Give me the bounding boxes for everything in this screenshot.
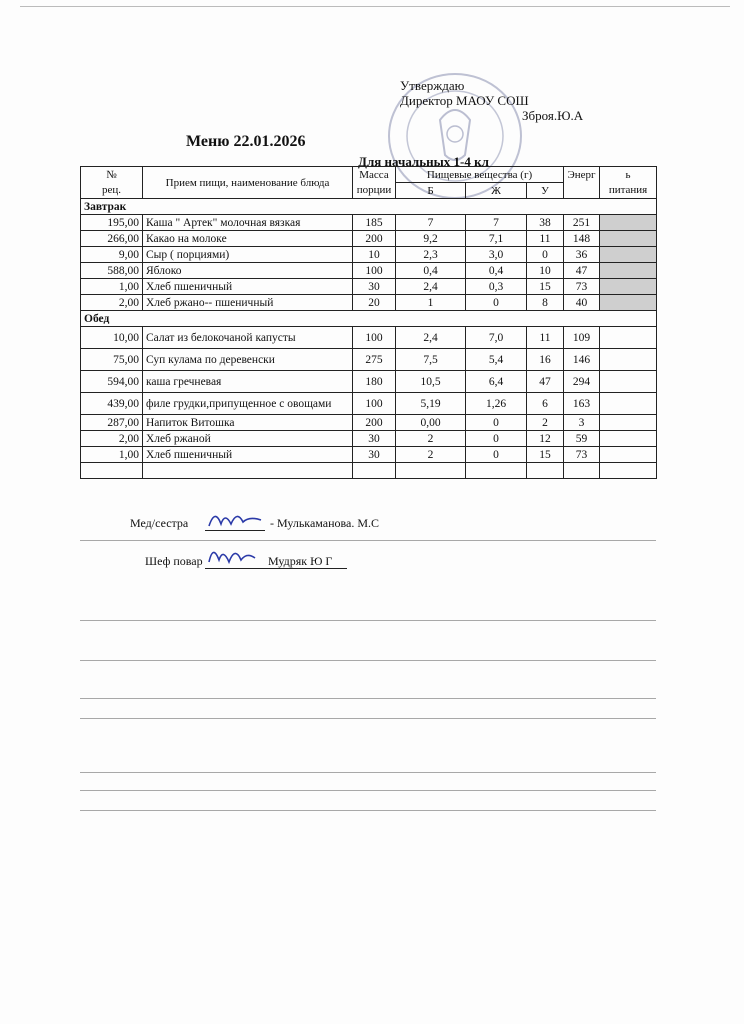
cell-shaded [600,215,657,231]
cell-empty [396,463,466,479]
cell-carbs: 11 [527,327,564,349]
cell-empty [564,463,600,479]
cell-proteins: 2 [396,431,466,447]
cell-mass: 30 [353,447,396,463]
cell-dish: Напиток Витошка [143,415,353,431]
cell-mass: 200 [353,415,396,431]
table-row [81,415,657,431]
cell-proteins: 1 [396,295,466,311]
cell-fats: 5,4 [466,349,527,371]
cell-fats: 0 [466,415,527,431]
approval-block [400,78,583,123]
cell-empty [527,463,564,479]
menu-table [80,166,657,479]
header-rec-label: рец. [81,183,143,199]
table-row [81,349,657,371]
cell-proteins: 7,5 [396,349,466,371]
cell-shaded [600,247,657,263]
cell-proteins: 5,19 [396,393,466,415]
cell-carbs: 6 [527,393,564,415]
table-row [81,295,657,311]
cell-mass: 185 [353,215,396,231]
cell-empty [600,327,657,349]
cell-mass: 200 [353,231,396,247]
cell-energy: 40 [564,295,600,311]
header-carbs: У [527,183,564,199]
cell-carbs: 15 [527,447,564,463]
cell-rec: 287,00 [81,415,143,431]
table-row [81,431,657,447]
approval-line-director: Директор МАОУ СОШ [400,93,529,108]
cell-carbs: 12 [527,431,564,447]
cell-energy: 3 [564,415,600,431]
cell-mass: 100 [353,327,396,349]
cell-rec: 75,00 [81,349,143,371]
cell-dish: Сыр ( порциями) [143,247,353,263]
header-nutrients: Пищевые вещества (г) [396,167,564,183]
cell-energy: 59 [564,431,600,447]
cell-rec: 266,00 [81,231,143,247]
header-nutrition: питания [600,183,657,199]
cell-mass: 100 [353,393,396,415]
cell-dish: каша гречневая [143,371,353,393]
cell-rec: 10,00 [81,327,143,349]
cell-energy: 251 [564,215,600,231]
section-breakfast-title: Завтрак [81,199,657,215]
cell-fats: 7,1 [466,231,527,247]
approval-line-approve: Утверждаю [400,78,465,93]
cell-proteins: 2,4 [396,279,466,295]
cell-mass: 30 [353,431,396,447]
cell-carbs: 2 [527,415,564,431]
cell-proteins: 9,2 [396,231,466,247]
cell-rec: 9,00 [81,247,143,263]
approval-line-name: Зброя.Ю.А [522,108,584,123]
cell-fats: 0 [466,431,527,447]
cell-fats: 7 [466,215,527,231]
table-row [81,371,657,393]
cell-energy: 36 [564,247,600,263]
cell-dish: филе грудки,припущенное с овощами [143,393,353,415]
header-proteins: Б [396,183,466,199]
cell-rec: 439,00 [81,393,143,415]
cell-fats: 0 [466,447,527,463]
cell-dish: Хлеб ржаной [143,431,353,447]
cell-empty [600,415,657,431]
header-mass: Масса [353,167,396,183]
cell-mass: 30 [353,279,396,295]
cell-carbs: 16 [527,349,564,371]
section-lunch-title: Обед [81,311,657,327]
cell-energy: 109 [564,327,600,349]
cell-energy: 294 [564,371,600,393]
cell-fats: 0,3 [466,279,527,295]
menu-title: Меню 22.01.2026 [186,133,306,150]
cell-energy: 146 [564,349,600,371]
cell-energy: 73 [564,447,600,463]
chef-signature [205,540,257,568]
cell-dish: Какао на молоке [143,231,353,247]
header-mass-portion: порции [353,183,396,199]
cell-proteins: 0,00 [396,415,466,431]
nurse-signature [205,506,265,532]
table-row [81,279,657,295]
cell-rec: 1,00 [81,447,143,463]
cell-mass: 20 [353,295,396,311]
header-energy: Энерг [564,167,600,183]
cell-rec: 2,00 [81,431,143,447]
cell-carbs: 47 [527,371,564,393]
cell-fats: 0 [466,295,527,311]
table-row [81,263,657,279]
cell-dish: Суп кулама по деревенски [143,349,353,371]
show-through-background [80,520,656,850]
section-lunch [81,311,657,327]
header-row-1 [81,167,657,183]
table-row-blank [81,463,657,479]
cell-rec: 2,00 [81,295,143,311]
cell-empty [600,447,657,463]
chef-label: Шеф повар [145,554,203,568]
header-fats: Ж [466,183,527,199]
cell-shaded [600,295,657,311]
nurse-label: Мед/сестра [130,516,189,530]
cell-mass: 180 [353,371,396,393]
top-border-line [20,6,730,7]
cell-proteins: 7 [396,215,466,231]
cell-mass: 100 [353,263,396,279]
header-energy-value: ь [600,167,657,183]
cell-energy: 163 [564,393,600,415]
cell-proteins: 2,3 [396,247,466,263]
cell-carbs: 11 [527,231,564,247]
cell-rec: 195,00 [81,215,143,231]
cell-fats: 3,0 [466,247,527,263]
cell-energy: 73 [564,279,600,295]
cell-empty [143,463,353,479]
table-row [81,215,657,231]
nurse-name: - Мулькаманова. М.С [270,516,380,530]
cell-empty [600,393,657,415]
header-energy-empty [564,183,600,199]
cell-proteins: 2 [396,447,466,463]
cell-empty [600,349,657,371]
cell-empty [81,463,143,479]
cell-dish: Яблоко [143,263,353,279]
chef-name: Мудряк Ю Г [268,554,333,568]
cell-rec: 1,00 [81,279,143,295]
cell-fats: 1,26 [466,393,527,415]
cell-proteins: 2,4 [396,327,466,349]
cell-carbs: 8 [527,295,564,311]
cell-dish: Хлеб пшеничный [143,279,353,295]
cell-carbs: 38 [527,215,564,231]
nurse-signature-line [205,530,265,531]
cell-empty [600,431,657,447]
table-row [81,231,657,247]
section-breakfast [81,199,657,215]
cell-rec: 594,00 [81,371,143,393]
cell-energy: 47 [564,263,600,279]
table-row [81,393,657,415]
cell-carbs: 15 [527,279,564,295]
cell-dish: Салат из белокочаной капусты [143,327,353,349]
cell-shaded [600,279,657,295]
cell-energy: 148 [564,231,600,247]
cell-fats: 7,0 [466,327,527,349]
cell-shaded [600,231,657,247]
cell-empty [353,463,396,479]
menu-subtitle: Для начальных 1-4 кл [358,154,489,169]
header-rec-number: № [81,167,143,183]
header-dish: Прием пищи, наименование блюда [143,167,353,199]
cell-dish: Хлеб ржано-- пшеничный [143,295,353,311]
cell-shaded [600,263,657,279]
cell-empty [466,463,527,479]
cell-mass: 275 [353,349,396,371]
cell-rec: 588,00 [81,263,143,279]
cell-empty [600,371,657,393]
cell-fats: 0,4 [466,263,527,279]
cell-fats: 6,4 [466,371,527,393]
table-row [81,247,657,263]
cell-carbs: 0 [527,247,564,263]
cell-carbs: 10 [527,263,564,279]
cell-proteins: 0,4 [396,263,466,279]
cell-empty [600,463,657,479]
cell-dish: Хлеб пшеничный [143,447,353,463]
cell-dish: Каша " Артек" молочная вязкая [143,215,353,231]
cell-proteins: 10,5 [396,371,466,393]
cell-mass: 10 [353,247,396,263]
table-row [81,327,657,349]
table-row [81,447,657,463]
